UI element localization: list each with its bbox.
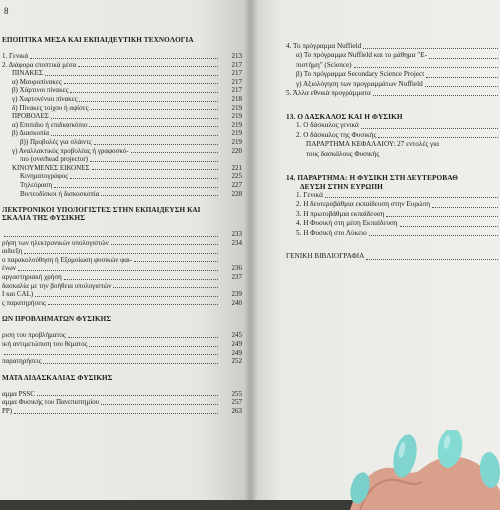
leader-dots	[373, 95, 498, 96]
leader-dots	[94, 144, 218, 145]
leader-dots	[89, 346, 218, 347]
toc-row	[2, 349, 242, 358]
toc-page-number: 245	[231, 331, 242, 340]
leader-dots	[89, 126, 218, 127]
toc-page-number: 240	[231, 298, 242, 307]
leader-dots	[101, 404, 218, 405]
toc-row	[286, 200, 500, 209]
toc-row	[2, 340, 242, 349]
toc-row	[286, 51, 500, 60]
spacer	[2, 323, 242, 331]
toc-page-number: 219	[231, 120, 242, 129]
leader-dots	[91, 109, 219, 110]
toc-entry-text: ο παρακολούθηση ή Εξομοίωση φυσικών φαι-	[2, 255, 133, 264]
leader-dots	[400, 226, 498, 227]
spacer	[2, 366, 242, 374]
toc-row	[2, 155, 242, 164]
appendix-note: τους δασκάλους Φυσικής	[306, 149, 380, 158]
section-heading: ΜΑΤΑ ΔΙΔΑΣΚΑΛΙΑΣ ΦΥΣΙΚΗΣ	[2, 373, 113, 382]
leader-dots	[432, 207, 498, 208]
leader-dots	[369, 235, 498, 236]
toc-row	[2, 331, 242, 340]
leader-dots	[30, 58, 218, 59]
toc-entry-text: ΠΡΟΒΟΛΕΣ	[12, 112, 49, 121]
toc-page-number: 228	[231, 189, 242, 198]
toc-row	[2, 138, 242, 147]
toc-entry-text: β) Χάρτινοι πίνακες	[12, 86, 69, 95]
toc-page-number: 237	[231, 273, 242, 282]
toc-entry-text: αμμα Φυσικής του Πανεπιστημίου	[2, 398, 100, 407]
leader-dots	[101, 195, 218, 196]
leader-dots	[24, 253, 218, 254]
leader-dots	[361, 128, 498, 129]
toc-entry-text: ΚΙΝΟΥΜΕΝΕΣ ΕΙΚΟΝΕΣ	[12, 163, 90, 172]
toc-row	[2, 264, 242, 273]
toc-page-number: 249	[231, 348, 242, 357]
toc-row	[2, 282, 242, 291]
toc-entry-text: 5. Η Φυσική στο Λύκειο	[296, 228, 367, 237]
toc-row	[2, 398, 242, 407]
toc-row	[2, 290, 242, 299]
toc-entry-text: 4. Το πρόγραμμα Nuffield	[286, 42, 362, 50]
toc-row	[286, 80, 500, 89]
toc-entry-text: αμμα PSSC	[2, 389, 35, 398]
leader-dots	[131, 152, 218, 153]
toc-entry-text: 1. Ο δάσκαλος γενικά	[296, 121, 359, 130]
toc-entry-text: 4. Η Φυσική στη μέση Εκπαίδευση	[296, 219, 398, 228]
toc-page-number: 252	[231, 357, 242, 366]
spacer	[286, 159, 500, 173]
toc-entry-text: 2. Η δευτεροβάθμια εκπαίδευση στην Ευρώπη	[296, 200, 431, 209]
toc-row	[286, 42, 500, 51]
toc-entry-text: 5. Άλλα εθνικά προγράμματα	[286, 89, 371, 98]
toc-entry-text: ριση του προβλήματος	[2, 331, 66, 340]
toc-page-number: 217	[231, 69, 242, 78]
toc-entry-text: δ) Πίνακες τοίχου ή αφίσες	[12, 103, 89, 112]
toc-row	[2, 273, 242, 282]
toc-row	[286, 61, 500, 70]
spacer	[286, 98, 500, 112]
section-heading: ЕПОПТІКА МЕΣА KAI ЕКПАІДЕҮТІКН ТЕХNОΛОГІА	[2, 36, 194, 44]
toc-row	[286, 191, 500, 200]
leader-dots	[45, 75, 218, 76]
spacer	[2, 44, 242, 52]
toc-entry-text: γ) Αξιολόγηση των προγραμμάτων Nuffield	[296, 79, 423, 88]
toc-row	[2, 247, 242, 256]
toc-row	[286, 121, 500, 130]
toc-row	[2, 86, 242, 95]
toc-row	[2, 357, 242, 366]
toc-page-number: 234	[231, 238, 242, 247]
toc-entry-text: 1. Γενικά	[2, 52, 29, 60]
toc-row	[2, 299, 242, 308]
toc-page-number: 217	[231, 77, 242, 86]
leader-dots	[35, 296, 218, 297]
leader-dots	[78, 66, 218, 67]
toc-row	[286, 70, 500, 79]
toc-page-number: 220	[231, 146, 242, 155]
toc-page-number: 227	[231, 180, 242, 189]
spacer	[2, 198, 242, 206]
toc-page-number: 255	[231, 389, 242, 398]
leader-dots	[4, 236, 218, 237]
toc-page-number: 257	[231, 398, 242, 407]
toc-row	[286, 89, 500, 98]
spacer	[2, 382, 242, 390]
toc-row	[2, 164, 242, 173]
toc-entry-text: πιστήμη" (Science)	[296, 60, 352, 69]
toc-row	[286, 229, 500, 238]
toc-entry-text: 2. Ο δάσκαλος της Φυσικής	[296, 130, 377, 139]
toc-row	[2, 129, 242, 138]
toc-entry-text: ΓΕΝΙΚΗ ΒΙΒΛΙΟΓΡΑΦΙΑ	[286, 252, 365, 261]
toc-row	[2, 112, 242, 121]
toc-row	[2, 52, 242, 61]
toc-row	[2, 78, 242, 87]
toc-page-number: 233	[231, 230, 242, 239]
toc-entry-text: α) Το πρόγραμμα Nuffield και το μάθημα "Ε-	[296, 51, 428, 60]
leader-dots	[68, 337, 218, 338]
toc-row	[2, 172, 242, 181]
leader-dots	[386, 216, 498, 217]
toc-row	[2, 69, 242, 78]
leader-dots	[37, 395, 218, 396]
toc-page-number: 225	[231, 172, 242, 181]
leader-dots	[378, 137, 498, 138]
leader-dots	[51, 135, 218, 136]
toc-row	[2, 390, 242, 399]
spacer	[286, 238, 500, 252]
toc-page-number: 249	[231, 340, 242, 349]
toc-entry-text: Τηλεόραση	[20, 180, 53, 189]
leader-dots	[325, 197, 498, 198]
toc-row	[2, 121, 242, 130]
toc-entry-text: ένων	[2, 264, 16, 273]
appendix-note: ΠΑΡΑΡΤΗΜΑ ΚΕΦΑΛΑΙΟΥ: 27 εντολές για	[306, 140, 439, 149]
leader-dots	[14, 413, 218, 414]
toc-page-number: 218	[231, 94, 242, 103]
toc-row	[2, 256, 242, 265]
leader-dots	[70, 92, 218, 93]
toc-row	[2, 95, 242, 104]
leader-dots	[51, 118, 218, 119]
leader-dots	[363, 48, 498, 49]
leader-dots	[43, 363, 218, 364]
toc-row	[2, 190, 242, 199]
section-heading: ΔΕΥΣΗ ΣΤΗΝ ΕΥΡΩΠΗ	[300, 182, 383, 192]
toc-page-number: 213	[231, 52, 242, 60]
section-heading: 13. Ο ΔΑΣΚΑΛΟΣ ΚΑΙ Η ΦΥΣΙΚΗ	[286, 112, 403, 122]
leader-dots	[426, 77, 498, 78]
leader-dots	[366, 259, 498, 260]
toc-entry-text: PP)	[2, 407, 13, 415]
toc-page-number: 219	[231, 103, 242, 112]
leader-dots	[4, 354, 218, 355]
toc-entry-text: ς παρατηρήσεις	[2, 298, 46, 307]
toc-entry-text: γ) Χαρτονένιοι πίνακες	[12, 94, 78, 103]
leader-dots	[64, 83, 218, 84]
toc-row	[2, 230, 242, 239]
toc-page-number: 239	[231, 290, 242, 299]
leader-dots	[90, 161, 218, 162]
toc-entry-text: ρήση των ηλεκτρονικών υπολογιστών	[2, 238, 109, 247]
section-heading: ΣΚΑΛΙΑ ΤΗΣ ΦΥΣΙΚΗΣ	[2, 214, 86, 223]
toc-entry-text: α) Επιπιδιο ή επιδιασκόπιο	[12, 120, 88, 129]
spacer	[2, 222, 242, 230]
toc-row	[2, 61, 242, 70]
toc-row	[2, 239, 242, 248]
toc-page-number: 219	[231, 112, 242, 121]
leader-dots	[70, 178, 218, 179]
toc-entry-text: ική αντιμετώπιση του θέματος	[2, 340, 88, 349]
leader-dots	[111, 244, 218, 245]
toc-row	[2, 181, 242, 190]
toc-entry-text: β) Διασκοπία	[12, 129, 50, 138]
toc-entry-text: β)) Προβολές για σλάιντς	[20, 137, 92, 146]
toc-row	[2, 147, 242, 156]
leader-dots	[425, 86, 498, 87]
toc-entry-text: 2. Διάφορα εποπτικά μέσα	[2, 60, 77, 69]
toc-entry-text: β) Το πρόγραμμα Secondary Science Project	[296, 70, 425, 79]
toc-entry-text: πιο (overhead projector)	[20, 155, 88, 164]
leader-dots	[54, 187, 218, 188]
toc-page-number: 219	[231, 137, 242, 146]
left-page	[0, 0, 250, 500]
toc-row	[2, 407, 242, 416]
toc-row	[286, 210, 500, 219]
toc-entry-text: δασκαλία με την βοήθεια υπολογιστών	[2, 281, 112, 290]
leader-dots	[113, 287, 218, 288]
leader-dots	[64, 279, 218, 280]
page-number: 8	[4, 6, 9, 16]
toc-entry-text: 1. Γενικά	[296, 191, 323, 200]
leader-dots	[48, 304, 218, 305]
leader-dots	[134, 261, 218, 262]
bibliography-entry	[286, 252, 500, 261]
toc-entry-text: γ) Αναλλακτικός προβολέας ή γραφοσκό-	[12, 146, 129, 155]
leader-dots	[429, 58, 498, 59]
toc-entry-text: αιδιεξη	[2, 247, 23, 256]
leader-dots	[18, 270, 218, 271]
toc-row	[2, 104, 242, 113]
section-heading: 14. ΠΑΡΑΡΤΗΜΑ: Η ΦΥΣΙΚΗ ΣΤΗ ΔΕΥΤΕΡΟΒΑΘ	[286, 173, 458, 183]
toc-row	[286, 131, 500, 140]
leader-dots	[92, 169, 219, 170]
leader-dots	[79, 101, 218, 102]
toc-page-number: 263	[231, 407, 242, 415]
toc-row	[286, 219, 500, 228]
toc-entry-text: Κινηματογράφος	[20, 172, 69, 181]
toc-entry-text: παρατηρήσεις	[2, 357, 42, 366]
toc-page-number: 236	[231, 264, 242, 273]
toc-page-number: 221	[231, 163, 242, 172]
toc-entry-text: αργαστηριακή χρήση	[2, 273, 62, 282]
toc-page-number: 217	[231, 60, 242, 69]
toc-entry-text: Βιντεοδίσκοι ή δισκοσκοπία	[20, 189, 100, 198]
right-page	[250, 0, 500, 500]
toc-page-number: 217	[231, 86, 242, 95]
section-heading: ЛЕКТРОNІКОІ ҮПОЛОГІΣТЕΣ ΣТНN ЕКПАІДЕҮΣН КАІ	[2, 206, 201, 215]
toc-entry-text: I και CAL)	[2, 290, 34, 299]
toc-entry-text: ΠΙΝΑΚΕΣ	[12, 69, 43, 78]
toc-page-number: 219	[231, 129, 242, 138]
section-heading: ΩΝ ΠΡΟΒΛΗΜΑΤΩΝ ΦΥΣΙΚΗΣ	[2, 315, 112, 324]
spacer	[2, 307, 242, 315]
toc-entry-text: α) Μαυροπίνακες	[12, 77, 62, 86]
leader-dots	[354, 67, 498, 68]
toc-entry-text: 3. Η πρωτοβάθμια εκπαίδευση	[296, 209, 385, 218]
